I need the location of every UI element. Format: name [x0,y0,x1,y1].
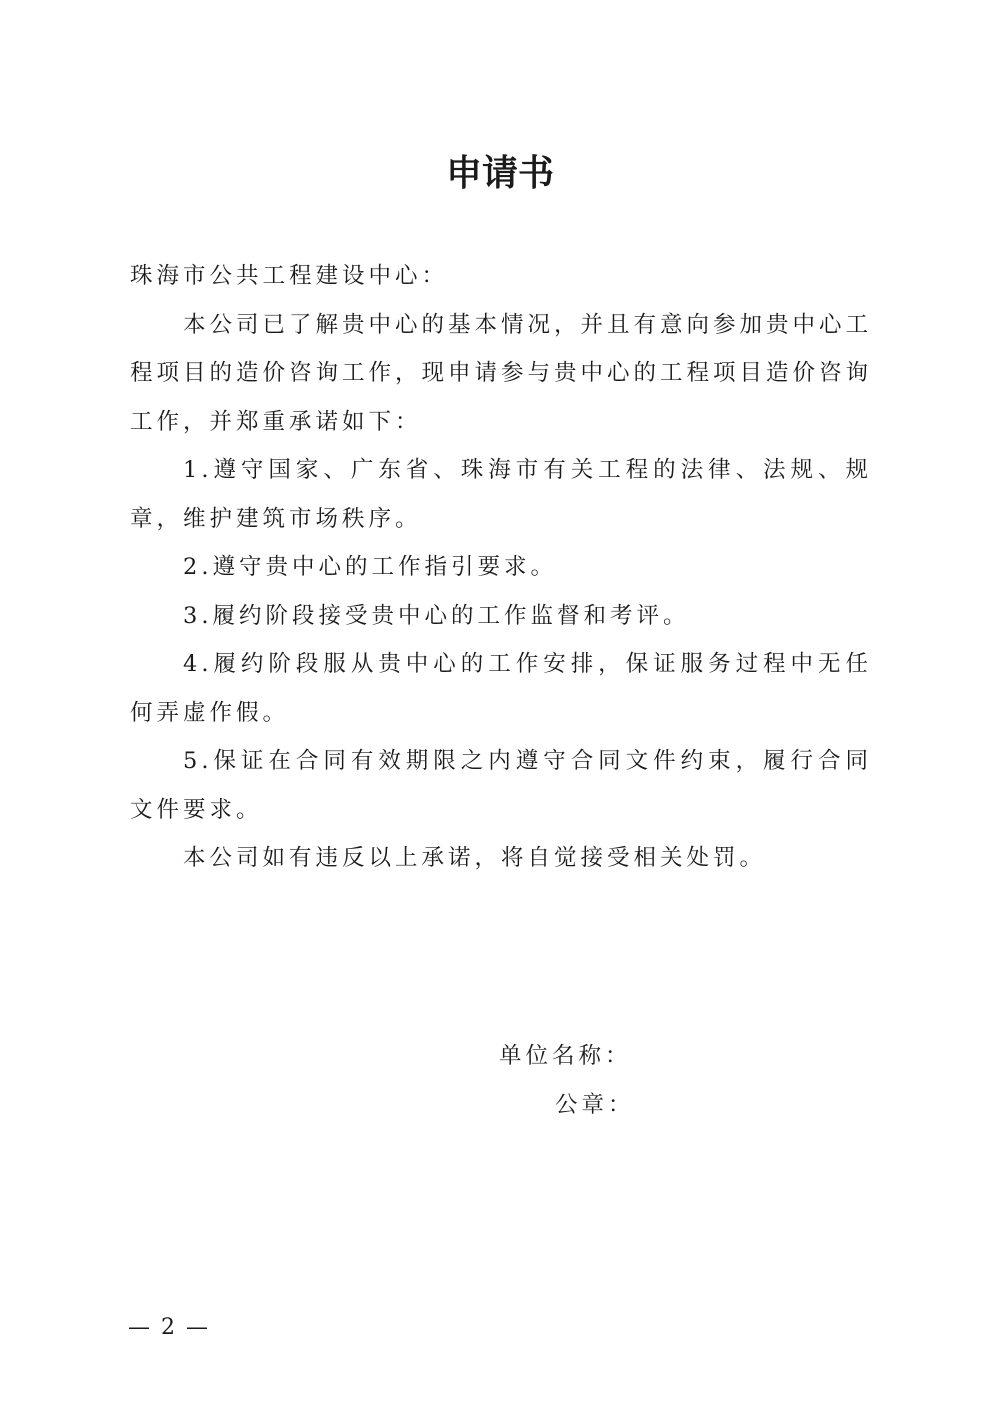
paragraph-commitment-3: 3.履约阶段接受贵中心的工作监督和考评。 [183,602,690,629]
paragraph-commitment-2: 2.遵守贵中心的工作指引要求。 [183,554,557,580]
document-body [130,252,872,883]
paragraph-commitment-5: 5.保证在合同有效期限之内遵守合同文件约束，履行合同文件要求。 [130,748,872,823]
paragraph-commitment-1: 1.遵守国家、广东省、珠海市有关工程的法律、法规、规章，维护建筑市场秩序。 [130,457,872,532]
signature-unit-name-label: 单位名称： [499,1043,632,1069]
salutation: 珠海市公共工程建设中心： [130,263,449,289]
page-number: — 2 — [128,1315,210,1340]
paragraph-intro: 本公司已了解贵中心的基本情况，并且有意向参加贵中心工程项目的造价咨询工作，现申请参与贵中心的工程项目造价咨询工作，并郑重承诺如下： [130,311,873,435]
paragraph-commitment-4: 4.履约阶段服从贵中心的工作安排，保证服务过程中无任何弄虚作假。 [130,651,872,726]
signature-seal-label: 公章： [555,1092,635,1118]
document-title: 申请书 [445,153,554,194]
paragraph-closing: 本公司如有违反以上承诺，将自觉接受相关处罚。 [183,845,767,871]
